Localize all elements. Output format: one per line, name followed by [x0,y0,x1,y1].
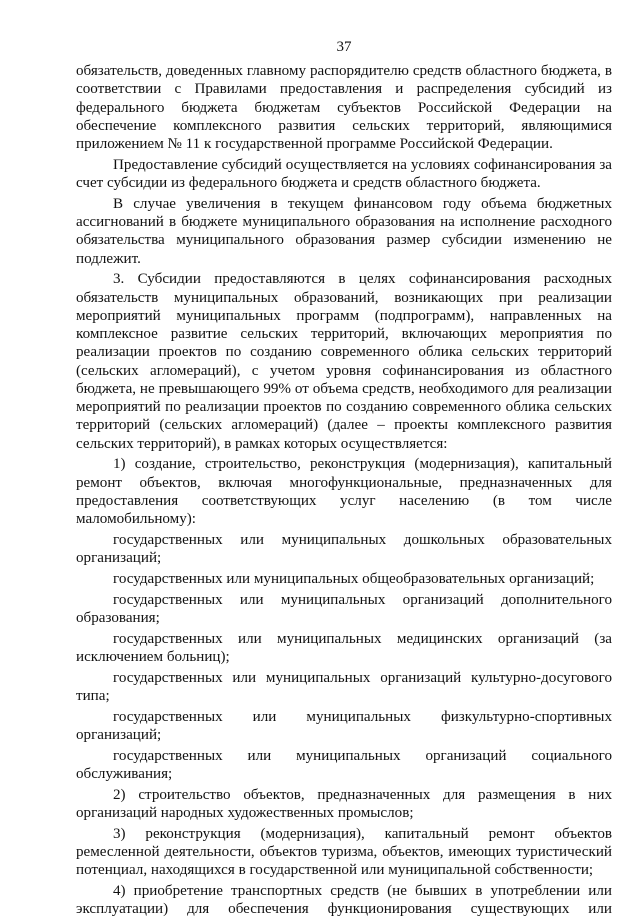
page-number: 37 [336,39,352,55]
list-item-3: 3) реконструкция (модернизация), капитальный ремонт объектов ремесленной деятельности, объектов туризма, объектов, имеющих туристический потенциал, находящихся в государственной или муниципальной собственности; [76,825,612,878]
list-item-2: 2) строительство объектов, предназначенных для размещения в них организаций народных художественных промыслов; [76,786,612,821]
list-item-1: 1) создание, строительство, реконструкция (модернизация), капитальный ремонт объектов, включая многофункциональные, предназначенных для предоставления соответствующих услуг населению (в том числе маломобильному): [76,456,612,527]
list-item-4: 4) приобретение транспортных средств (не бывших в употреблении или эксплуатации) для обеспечения функционирования существующих или [76,882,612,917]
sublist-item-cultural: государственных или муниципальных организаций культурно-досугового типа; [76,669,612,704]
sublist-item-sports: государственных или муниципальных физкультурно-спортивных организаций; [76,708,612,743]
paragraph-item-3: 3. Субсидии предоставляются в целях софинансирования расходных обязательств муниципальных образований, возникающих при реализации мероприятий муниципальных программ (подпрограмм), направленных на комплексное развитие сельских территорий, включающих мероприятия по реализации проектов по созданию современного облика сельских территорий (сельских агломераций), с учетом уровня софинансирования из областного бюджета, не превышающего 99% от объема средств, необходимого для реализации мероприятий по реализации проектов по созданию современного облика сельских территорий (сельских агломераций) (далее – проекты комплексного развития сельских территорий), в рамках которых осуществляется: [76,271,612,452]
paragraph-cofinancing: Предоставление субсидий осуществляется на условиях софинансирования за счет субсидии из федерального бюджета и средств областного бюджета. [76,156,612,191]
document-body [76,62,612,918]
sublist-item-preschool: государственных или муниципальных дошкольных образовательных организаций; [76,531,612,566]
paragraph-continuation: обязательств, доведенных главному распорядителю средств областного бюджета, в соответствии с Правилами предоставления и распределения субсидий из федерального бюджета бюджетам субъектов Российской Федерации на обеспечение комплексного развития сельских территорий, являющимися приложением № 11 к государственной программе Российской Федерации. [76,63,612,152]
paragraph-budget-increase: В случае увеличения в текущем финансовом году объема бюджетных ассигнований в бюджете муниципального образования на исполнение расходного обязательства муниципального образования размер субсидии изменению не подлежит. [76,195,612,267]
sublist-item-social: государственных или муниципальных организаций социального обслуживания; [76,747,612,782]
sublist-item-additional-education: государственных или муниципальных организаций дополнительного образования; [76,591,612,626]
sublist-item-medical: государственных или муниципальных медицинских организаций (за исключением больниц); [76,630,612,665]
sublist-item-general-education: государственных или муниципальных общеобразовательных организаций; [113,570,595,587]
